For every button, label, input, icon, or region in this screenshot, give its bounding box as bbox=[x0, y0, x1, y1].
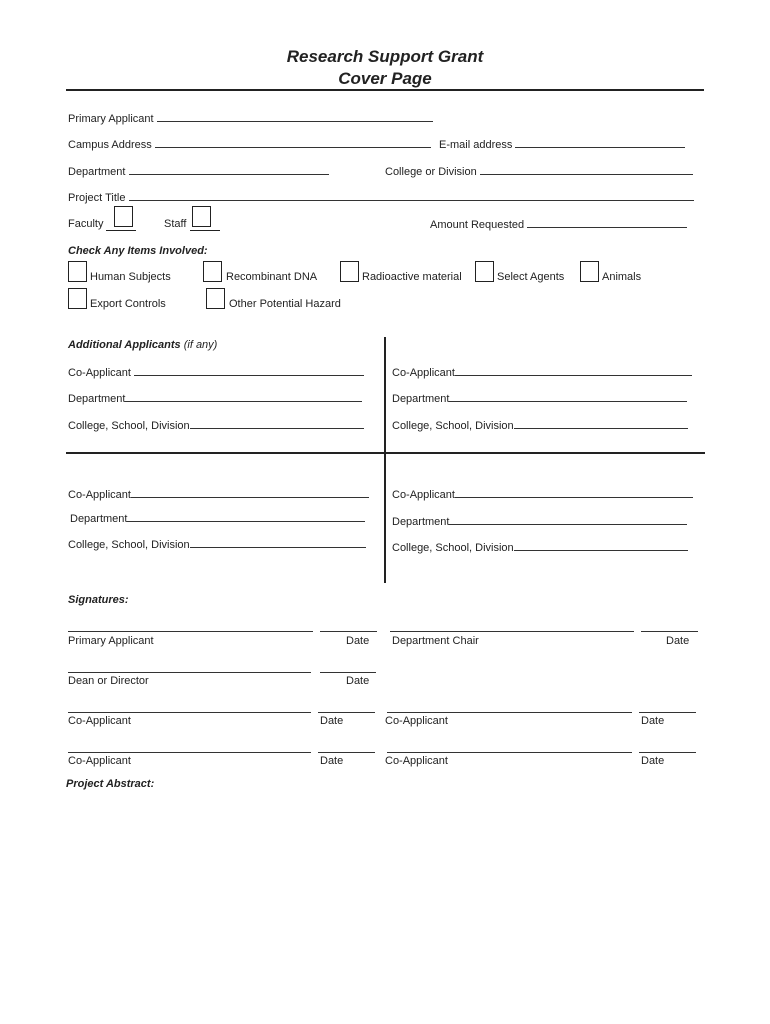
department-chair-date-label: Date bbox=[666, 635, 690, 647]
campus-address-label: Campus Address bbox=[68, 139, 152, 151]
co-applicant-3-college-label: College, School, Division bbox=[68, 539, 190, 551]
primary-applicant-date-label: Date bbox=[346, 635, 370, 647]
amount-requested-field[interactable] bbox=[430, 218, 687, 231]
campus-address-line[interactable] bbox=[155, 138, 431, 148]
co-applicant-b-date-line[interactable] bbox=[639, 712, 696, 713]
primary-applicant-field[interactable] bbox=[68, 112, 433, 125]
other-hazard-checkbox[interactable] bbox=[206, 288, 225, 309]
co-applicant-a-date-label: Date bbox=[320, 715, 344, 727]
co-applicant-3-college-line[interactable] bbox=[190, 538, 366, 548]
co-applicant-4-label: Co-Applicant bbox=[392, 489, 455, 501]
co-applicant-3-line[interactable] bbox=[131, 488, 369, 498]
co-applicant-1-college-line[interactable] bbox=[190, 419, 364, 429]
co-applicant-3-label: Co-Applicant bbox=[68, 489, 131, 501]
college-division-line[interactable] bbox=[480, 165, 693, 175]
co-applicant-2-department-label: Department bbox=[392, 393, 450, 405]
college-division-label: College or Division bbox=[385, 166, 477, 178]
campus-address-field[interactable] bbox=[68, 138, 431, 151]
title-divider bbox=[66, 89, 704, 91]
export-controls-checkbox[interactable] bbox=[68, 288, 87, 309]
select-agents-label: Select Agents bbox=[497, 271, 565, 283]
email-address-line[interactable] bbox=[515, 138, 685, 148]
department-chair-signature-line[interactable] bbox=[390, 631, 634, 632]
items-heading: Check Any Items Involved: bbox=[68, 245, 208, 257]
co-applicant-c-date-line[interactable] bbox=[318, 752, 375, 753]
college-division-field[interactable] bbox=[385, 165, 693, 178]
animals-checkbox[interactable] bbox=[580, 261, 599, 282]
dean-date-label: Date bbox=[346, 675, 370, 687]
co-applicant-2-college-label: College, School, Division bbox=[392, 420, 514, 432]
co-applicant-d-date-line[interactable] bbox=[639, 752, 696, 753]
co-applicant-3-department-field[interactable] bbox=[70, 512, 365, 525]
co-applicant-d-signature-line[interactable] bbox=[387, 752, 632, 753]
co-applicant-3-college-field[interactable] bbox=[68, 538, 366, 551]
dean-or-director-label: Dean or Director bbox=[68, 675, 149, 687]
primary-applicant-signature-label: Primary Applicant bbox=[68, 635, 154, 647]
select-agents-checkbox[interactable] bbox=[475, 261, 494, 282]
additional-vertical-divider bbox=[384, 337, 386, 583]
co-applicant-b-date-label: Date bbox=[641, 715, 665, 727]
additional-applicants-title: Additional Applicants bbox=[68, 339, 181, 351]
co-applicant-4-college-line[interactable] bbox=[514, 541, 688, 551]
recombinant-dna-checkbox[interactable] bbox=[203, 261, 222, 282]
page-subtitle: Cover Page bbox=[338, 69, 432, 88]
co-applicant-4-department-line[interactable] bbox=[449, 515, 687, 525]
department-chair-date-line[interactable] bbox=[641, 631, 698, 632]
co-applicant-1-field[interactable] bbox=[68, 366, 364, 379]
other-hazard-label: Other Potential Hazard bbox=[229, 298, 341, 310]
co-applicant-2-college-line[interactable] bbox=[514, 419, 688, 429]
co-applicant-4-line[interactable] bbox=[455, 488, 693, 498]
amount-requested-label: Amount Requested bbox=[430, 219, 525, 231]
department-line[interactable] bbox=[129, 165, 329, 175]
department-field[interactable] bbox=[68, 165, 329, 178]
co-applicant-a-label: Co-Applicant bbox=[68, 715, 131, 727]
co-applicant-4-college-label: College, School, Division bbox=[392, 542, 514, 554]
co-applicant-4-department-field[interactable] bbox=[392, 515, 687, 528]
project-title-field[interactable] bbox=[68, 191, 694, 204]
co-applicant-c-date-label: Date bbox=[320, 755, 344, 767]
co-applicant-b-label: Co-Applicant bbox=[385, 715, 448, 727]
department-label: Department bbox=[68, 166, 126, 178]
primary-applicant-label: Primary Applicant bbox=[68, 113, 154, 125]
project-abstract-heading: Project Abstract: bbox=[66, 778, 155, 790]
primary-applicant-line[interactable] bbox=[157, 112, 433, 122]
co-applicant-1-label: Co-Applicant bbox=[68, 367, 131, 379]
staff-label: Staff bbox=[164, 218, 187, 230]
page-title: Research Support Grant bbox=[286, 47, 484, 66]
faculty-underline bbox=[106, 230, 136, 231]
project-title-label: Project Title bbox=[68, 192, 126, 204]
additional-horizontal-divider bbox=[66, 452, 705, 454]
co-applicant-2-label: Co-Applicant bbox=[392, 367, 455, 379]
co-applicant-2-department-line[interactable] bbox=[449, 392, 687, 402]
faculty-label: Faculty bbox=[68, 218, 104, 230]
signatures-heading: Signatures: bbox=[68, 594, 129, 606]
project-abstract-area[interactable] bbox=[66, 798, 704, 998]
co-applicant-4-college-field[interactable] bbox=[392, 541, 688, 554]
primary-applicant-signature-line[interactable] bbox=[68, 631, 313, 632]
co-applicant-3-department-label: Department bbox=[70, 513, 128, 525]
email-address-label: E-mail address bbox=[439, 139, 513, 151]
co-applicant-2-field[interactable] bbox=[392, 366, 692, 379]
human-subjects-checkbox[interactable] bbox=[68, 261, 87, 282]
co-applicant-a-date-line[interactable] bbox=[318, 712, 375, 713]
co-applicant-d-date-label: Date bbox=[641, 755, 665, 767]
co-applicant-2-department-field[interactable] bbox=[392, 392, 687, 405]
co-applicant-1-college-field[interactable] bbox=[68, 419, 364, 432]
co-applicant-3-department-line[interactable] bbox=[127, 512, 365, 522]
co-applicant-4-department-label: Department bbox=[392, 516, 450, 528]
co-applicant-1-department-line[interactable] bbox=[125, 392, 362, 402]
radioactive-material-label: Radioactive material bbox=[362, 271, 462, 283]
staff-checkbox[interactable] bbox=[192, 206, 211, 227]
co-applicant-c-label: Co-Applicant bbox=[68, 755, 131, 767]
co-applicant-2-college-field[interactable] bbox=[392, 419, 688, 432]
amount-requested-line[interactable] bbox=[527, 218, 687, 228]
co-applicant-1-line[interactable] bbox=[134, 366, 364, 376]
project-title-line[interactable] bbox=[129, 191, 694, 201]
dean-signature-line[interactable] bbox=[68, 672, 311, 673]
export-controls-label: Export Controls bbox=[90, 298, 166, 310]
primary-applicant-date-line[interactable] bbox=[320, 631, 377, 632]
co-applicant-1-college-label: College, School, Division bbox=[68, 420, 190, 432]
human-subjects-label: Human Subjects bbox=[90, 271, 171, 283]
co-applicant-3-field[interactable] bbox=[68, 488, 369, 501]
co-applicant-1-department-field[interactable] bbox=[68, 392, 362, 405]
staff-underline bbox=[190, 230, 220, 231]
co-applicant-d-label: Co-Applicant bbox=[385, 755, 448, 767]
recombinant-dna-label: Recombinant DNA bbox=[226, 271, 318, 283]
co-applicant-1-department-label: Department bbox=[68, 393, 126, 405]
animals-label: Animals bbox=[602, 271, 642, 283]
additional-applicants-note: (if any) bbox=[183, 339, 218, 351]
co-applicant-b-signature-line[interactable] bbox=[387, 712, 632, 713]
co-applicant-4-field[interactable] bbox=[392, 488, 693, 501]
faculty-checkbox[interactable] bbox=[114, 206, 133, 227]
additional-applicants-heading bbox=[68, 339, 217, 351]
co-applicant-2-line[interactable] bbox=[455, 366, 692, 376]
dean-date-line[interactable] bbox=[320, 672, 376, 673]
radioactive-material-checkbox[interactable] bbox=[340, 261, 359, 282]
department-chair-label: Department Chair bbox=[392, 635, 479, 647]
co-applicant-a-signature-line[interactable] bbox=[68, 712, 311, 713]
co-applicant-c-signature-line[interactable] bbox=[68, 752, 311, 753]
email-address-field[interactable] bbox=[439, 138, 685, 151]
